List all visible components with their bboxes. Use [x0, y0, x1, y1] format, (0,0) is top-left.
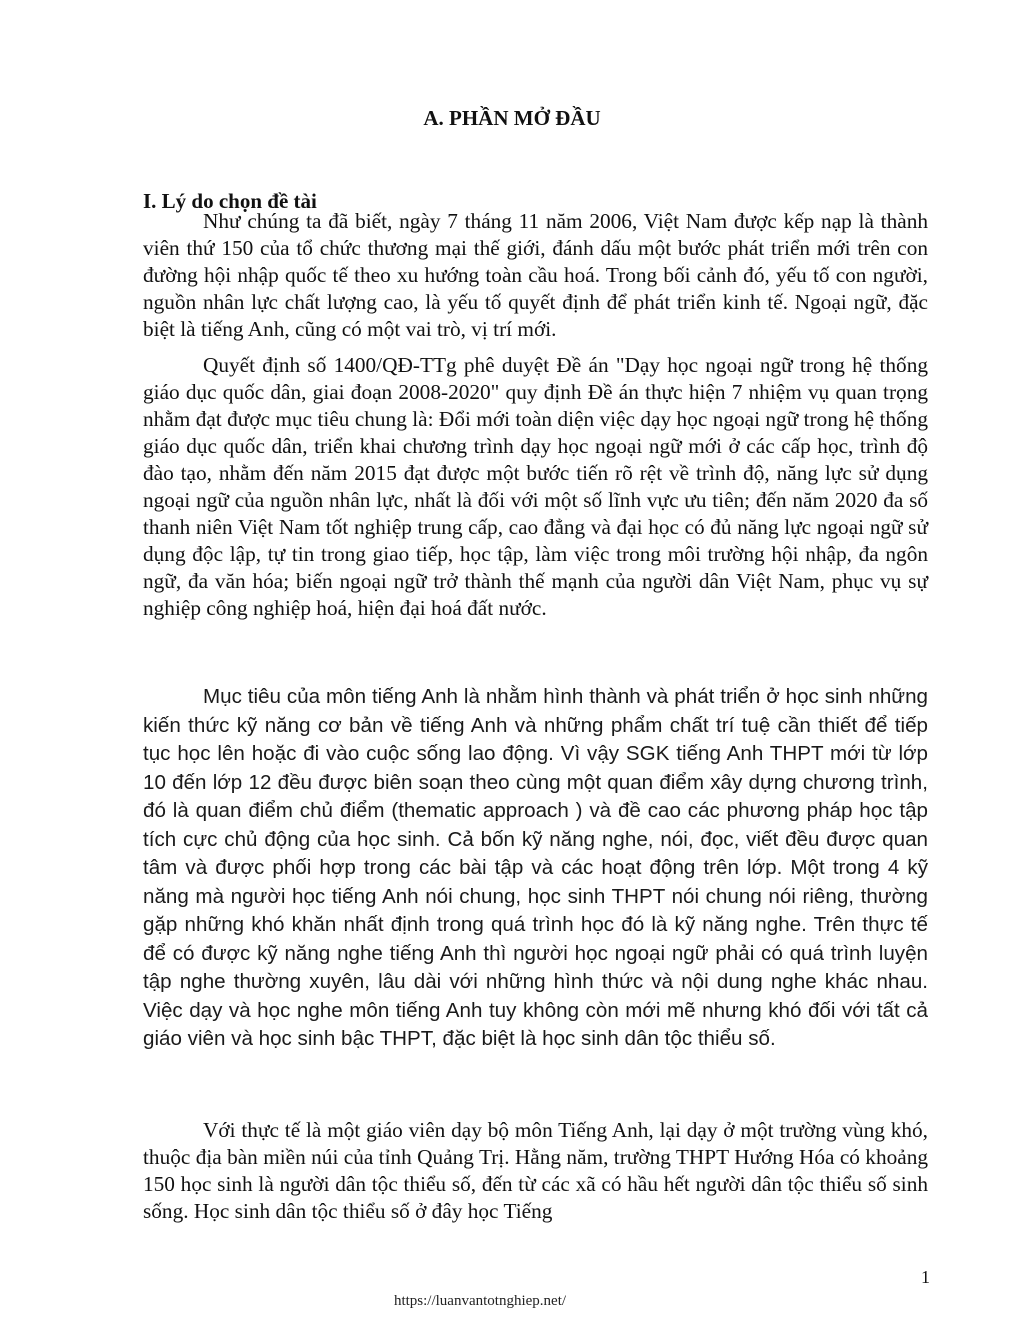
paragraph-3: Mục tiêu của môn tiếng Anh là nhằm hình thành và phát triển ở học sinh những kiến thức kỹ năng cơ bản về tiếng Anh và những phẩm chất trí tuệ cần thiết để tiếp tục học lên hoặc đi vào cuộc sống lao động. Vì vậy SGK tiếng Anh THPT mới từ lớp 10 đến lớp 12 đều được biên soạn theo cùng một quan điểm xây dựng chương trình, đó là quan điểm chủ điểm (thematic approach ) và đề cao các phương pháp học tập tích cực chủ động của học sinh. Cả bốn kỹ năng nghe, nói, đọc, viết đều được quan tâm và được phối hợp trong các bài tập và các hoạt động trên lớp. Một trong 4 kỹ năng mà người học tiếng Anh nói chung, học sinh THPT nói chung nói riêng, thường gặp những khó khăn nhất định trong quá trình học đó là kỹ năng nghe. Trên thực tế để có được kỹ năng nghe tiếng Anh thì người học ngoại ngữ phải có quá trình luyện tập nghe thường xuyên, lâu dài với những hình thức và nội dung nghe khác nhau. Việc dạy và học nghe môn tiếng Anh tuy không còn mới mẽ nhưng khó đối với tất cả giáo viên và học sinh bậc THPT, đặc biệt là học sinh dân tộc thiểu số.	[143, 685, 928, 1050]
document-title: A. PHẦN MỞ ĐẦU	[423, 106, 601, 130]
footer-url: https://luanvantotnghiep.net/	[393, 1293, 567, 1309]
paragraph-2: Quyết định số 1400/QĐ-TTg phê duyệt Đề án "Dạy học ngoại ngữ trong hệ thống giáo dục quốc dân, giai đoạn 2008-2020" quy định Đề án thực hiện 7 nhiệm vụ quan trọng nhằm đạt được mục tiêu chung là: Đổi mới toàn diện việc dạy học ngoại ngữ trong hệ thống giáo dục quốc dân, triển khai chương trình dạy học ngoại ngữ mới ở các cấp học, trình độ đào tạo, nhằm đến năm 2015 đạt được một bước tiến rõ rệt về trình độ, năng lực sử dụng ngoại ngữ của nguồn nhân lực, nhất là đối với một số lĩnh vực ưu tiên; đến năm 2020 đa số thanh niên Việt Nam tốt nghiệp trung cấp, cao đẳng và đại học có đủ năng lực ngoại ngữ sử dụng độc lập, tự tin trong giao tiếp, học tập, làm việc trong môi trường hội nhập, đa ngôn ngữ, đa văn hóa; biến ngoại ngữ trở thành thế mạnh của người dân Việt Nam, phục vụ sự nghiệp công nghiệp hoá, hiện đại hoá đất nước.	[143, 353, 928, 620]
section-heading: I. Lý do chọn đề tài	[143, 189, 317, 213]
paragraph-1: Như chúng ta đã biết, ngày 7 tháng 11 năm 2006, Việt Nam được kếp nạp là thành viên thứ 150 của tổ chức thương mại thế giới, đánh dấu một bước phát triển mới trên con đường hội nhập quốc tế theo xu hướng toàn cầu hoá. Trong bối cảnh đó, yếu tố con người, nguồn nhân lực chất lượng cao, là yếu tố quyết định để phát triển kinh tế. Ngoại ngữ, đặc biệt là tiếng Anh, cũng có một vai trò, vị trí mới.	[143, 209, 928, 341]
page-number: 1	[921, 1267, 930, 1287]
paragraph-4: Với thực tế là một giáo viên dạy bộ môn Tiếng Anh, lại dạy ở một trường vùng khó, thuộc địa bàn miền núi của tỉnh Quảng Trị. Hằng năm, trường THPT Hướng Hóa có khoảng 150 học sinh là người dân tộc thiểu số, đến từ các xã có hầu hết người dân tộc thiểu số sinh sống. Học sinh dân tộc thiểu số ở đây học Tiếng	[143, 1118, 928, 1223]
